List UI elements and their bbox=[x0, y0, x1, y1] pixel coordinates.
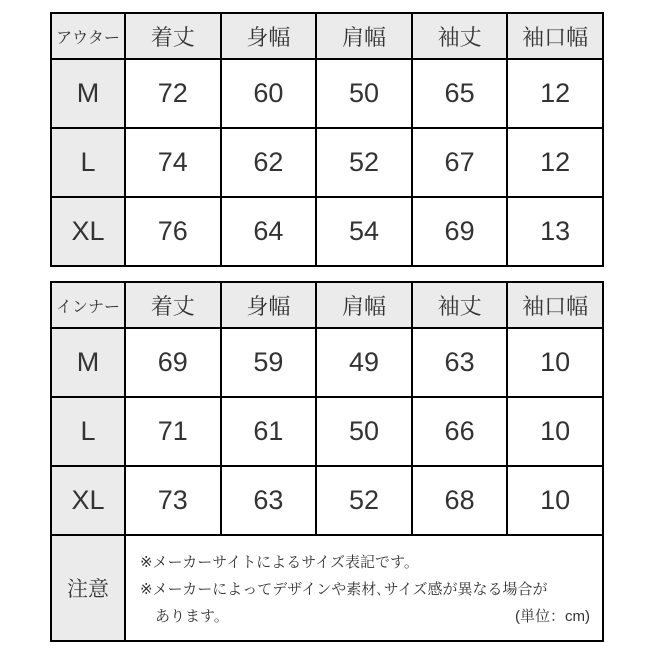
outer-header-row bbox=[51, 13, 603, 59]
inner-column-header-length: 着丈 bbox=[125, 282, 221, 328]
measurement-cell: 71 bbox=[125, 397, 221, 466]
measurement-cell: 49 bbox=[316, 328, 412, 397]
inner-category-label: インナー bbox=[51, 282, 125, 328]
note-row bbox=[51, 535, 603, 641]
size-label: XL bbox=[51, 466, 125, 535]
size-label: M bbox=[51, 59, 125, 128]
note-line-1: ※メーカーサイトによるサイズ表記です。 bbox=[140, 553, 419, 571]
note-line-3-text: あります。 bbox=[155, 607, 229, 625]
measurement-cell: 76 bbox=[125, 197, 221, 266]
inner-header-row bbox=[51, 282, 603, 328]
inner-column-header-shoulder-width: 肩幅 bbox=[316, 282, 412, 328]
outer-row-l bbox=[51, 128, 603, 197]
measurement-cell: 66 bbox=[412, 397, 508, 466]
note-label: 注意 bbox=[51, 535, 125, 641]
outer-column-header-cuff-width: 袖口幅 bbox=[507, 13, 603, 59]
measurement-cell: 60 bbox=[221, 59, 317, 128]
measurement-cell: 61 bbox=[221, 397, 317, 466]
measurement-cell: 12 bbox=[507, 128, 603, 197]
measurement-cell: 50 bbox=[316, 397, 412, 466]
inner-row-m bbox=[51, 328, 603, 397]
inner-row-l bbox=[51, 397, 603, 466]
outer-column-header-shoulder-width: 肩幅 bbox=[316, 13, 412, 59]
measurement-cell: 63 bbox=[221, 466, 317, 535]
measurement-cell: 59 bbox=[221, 328, 317, 397]
unit-label: (単位：cm) bbox=[514, 607, 590, 625]
outer-size-table bbox=[50, 12, 604, 267]
measurement-cell: 67 bbox=[412, 128, 508, 197]
measurement-cell: 10 bbox=[507, 397, 603, 466]
measurement-cell: 69 bbox=[412, 197, 508, 266]
measurement-cell: 10 bbox=[507, 328, 603, 397]
size-label: M bbox=[51, 328, 125, 397]
outer-row-xl bbox=[51, 197, 603, 266]
measurement-cell: 62 bbox=[221, 128, 317, 197]
inner-column-header-cuff-width: 袖口幅 bbox=[507, 282, 603, 328]
outer-category-label: アウター bbox=[51, 13, 125, 59]
measurement-cell: 12 bbox=[507, 59, 603, 128]
note-text bbox=[125, 535, 603, 641]
inner-column-header-body-width: 身幅 bbox=[221, 282, 317, 328]
measurement-cell: 13 bbox=[507, 197, 603, 266]
measurement-cell: 52 bbox=[316, 128, 412, 197]
measurement-cell: 68 bbox=[412, 466, 508, 535]
note-line-2: ※メーカーによってデザインや素材､サイズ感が異なる場合が bbox=[140, 580, 548, 598]
measurement-cell: 10 bbox=[507, 466, 603, 535]
outer-row-m bbox=[51, 59, 603, 128]
size-label: L bbox=[51, 397, 125, 466]
measurement-cell: 72 bbox=[125, 59, 221, 128]
measurement-cell: 73 bbox=[125, 466, 221, 535]
measurement-cell: 69 bbox=[125, 328, 221, 397]
measurement-cell: 52 bbox=[316, 466, 412, 535]
measurement-cell: 65 bbox=[412, 59, 508, 128]
outer-column-header-length: 着丈 bbox=[125, 13, 221, 59]
size-label: L bbox=[51, 128, 125, 197]
measurement-cell: 64 bbox=[221, 197, 317, 266]
outer-column-header-body-width: 身幅 bbox=[221, 13, 317, 59]
inner-size-table bbox=[50, 281, 604, 642]
inner-column-header-sleeve-length: 袖丈 bbox=[412, 282, 508, 328]
note-line-3 bbox=[140, 603, 590, 630]
measurement-cell: 50 bbox=[316, 59, 412, 128]
measurement-cell: 74 bbox=[125, 128, 221, 197]
outer-column-header-sleeve-length: 袖丈 bbox=[412, 13, 508, 59]
measurement-cell: 63 bbox=[412, 328, 508, 397]
size-label: XL bbox=[51, 197, 125, 266]
measurement-cell: 54 bbox=[316, 197, 412, 266]
inner-row-xl bbox=[51, 466, 603, 535]
